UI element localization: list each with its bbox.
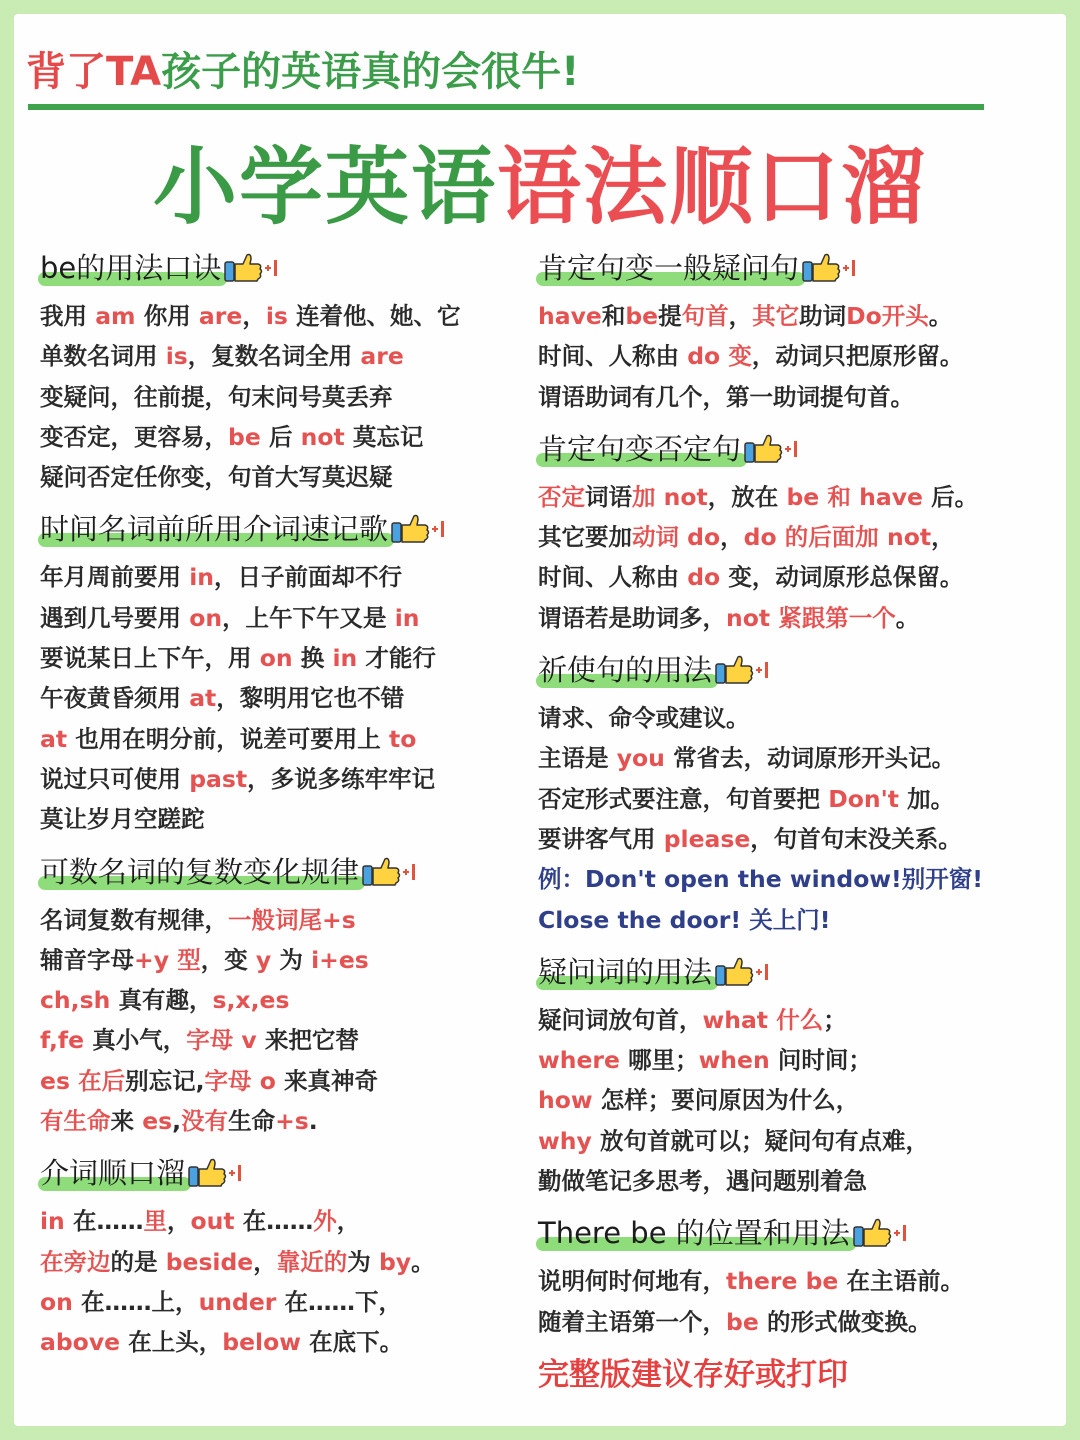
highlight-text: when — [698, 1046, 770, 1075]
highlight-text: not — [300, 422, 345, 451]
highlight-text: in — [394, 603, 420, 632]
section-heading — [40, 507, 448, 551]
rhyme-line — [40, 1201, 520, 1241]
rhyme-line — [538, 598, 1048, 638]
line-text: 说明何时何地有， — [538, 1267, 726, 1296]
line-text: ，黎明用它也不错 — [216, 684, 405, 713]
right-section — [538, 1211, 1048, 1342]
section-title: 肯定句变一般疑问句 — [538, 251, 800, 285]
section-title: 介词顺口溜 — [40, 1156, 186, 1191]
highlight-text: 靠近的 — [276, 1247, 348, 1276]
line-text: 在主语前。 — [838, 1267, 965, 1296]
line-text: 。 — [411, 1247, 435, 1276]
line-text: 否定形式要注意，句首要把 — [538, 784, 829, 813]
rhyme-line — [538, 557, 1048, 597]
thumbs-up-icon — [361, 856, 419, 888]
thumbs-up-icon — [187, 1157, 245, 1189]
section-title: 祈使句的用法 — [538, 653, 713, 688]
line-text: ； — [823, 1005, 847, 1034]
rhyme-line — [40, 557, 520, 597]
line-text: ，放在 — [707, 482, 787, 511]
line-text: 后 — [260, 422, 301, 451]
rhyme-line — [40, 1020, 520, 1060]
thumbs-up-icon — [801, 252, 859, 284]
right-section — [538, 648, 1048, 940]
highlight-text: 一般词尾+s — [228, 905, 356, 934]
section-lines — [538, 1261, 1048, 1342]
rhyme-line — [538, 1040, 1048, 1080]
section-heading — [40, 850, 419, 894]
line-text: 提 — [658, 302, 682, 330]
left-section — [40, 507, 520, 839]
highlight-text: above — [40, 1328, 121, 1357]
main-title-red: 语法顺口溜 — [497, 138, 928, 236]
rhyme-line — [538, 336, 1048, 376]
line-text: 才能行 — [357, 644, 436, 673]
line-text: 在上头， — [120, 1328, 223, 1357]
line-text: 放句首就可以；疑问句有点难， — [591, 1126, 929, 1155]
rhyme-line — [40, 900, 520, 940]
highlight-text: am — [95, 302, 136, 330]
line-text: ， — [728, 302, 753, 330]
rhyme-line — [538, 859, 1048, 899]
highlight-text: y — [255, 945, 272, 974]
line-text: . — [308, 1107, 318, 1136]
rhyme-line — [538, 477, 1048, 517]
thumbs-up-icon — [714, 654, 772, 686]
rhyme-line — [538, 517, 1048, 557]
right-section — [538, 950, 1048, 1201]
highlight-text: be — [228, 422, 261, 451]
rhyme-line — [538, 698, 1048, 738]
line-text: 连着他、她、它 — [287, 302, 461, 330]
highlight-text: at — [40, 724, 68, 753]
line-text: ， — [336, 1207, 361, 1236]
highlight-text: by — [378, 1247, 412, 1276]
section-lines — [538, 296, 1048, 417]
highlight-text: do 的后面加 not — [743, 523, 932, 552]
top-banner-underline — [28, 104, 984, 110]
highlight-text: in — [332, 644, 358, 673]
rhyme-line — [538, 296, 1048, 336]
line-text: 谓语若是助词多， — [538, 603, 726, 632]
line-text: 疑问否定任你变，句首大写莫迟疑 — [40, 463, 393, 492]
line-text: 后。 — [922, 482, 979, 511]
section-heading — [538, 1211, 910, 1255]
section-lines — [538, 1000, 1048, 1201]
line-text: 疑问词放句首， — [538, 1005, 703, 1034]
thumbs-up-icon — [223, 252, 281, 284]
highlight-text: how — [538, 1086, 593, 1115]
rhyme-line — [40, 377, 520, 417]
highlight-text: on — [259, 644, 293, 673]
line-text: 在……上， — [72, 1287, 199, 1316]
line-text: 在…… — [64, 1207, 144, 1236]
poster — [14, 14, 1066, 1426]
top-banner-part-2: 孩子的英语真的会很牛! — [161, 49, 580, 95]
line-text: 我用 — [40, 302, 96, 330]
highlight-text: 没有 — [181, 1107, 229, 1136]
right-section — [538, 427, 1048, 638]
line-text: ， — [166, 1207, 191, 1236]
rhyme-line — [40, 336, 520, 376]
section-heading — [40, 1151, 245, 1195]
line-text: 辅音字母 — [40, 945, 134, 974]
line-text: ，句首句末没关系。 — [750, 824, 962, 853]
line-text: 单数名词用 — [40, 342, 166, 371]
line-text: 在…… — [234, 1207, 314, 1236]
rhyme-line — [40, 719, 520, 759]
rhyme-line — [40, 598, 520, 638]
rhyme-line — [538, 819, 1048, 859]
line-text: 别忘记, — [125, 1066, 205, 1095]
top-banner-text — [26, 44, 982, 100]
line-text: 莫让岁月空蹉跎 — [40, 805, 205, 834]
rhyme-line — [538, 1121, 1048, 1161]
highlight-text: +y 型 — [134, 945, 201, 974]
highlight-text: be — [726, 1307, 759, 1336]
highlight-text: Don't — [828, 784, 899, 813]
right-section — [538, 246, 1048, 417]
line-text: 常省去，动词原形开头记。 — [664, 744, 956, 773]
highlight-text: s,x,es — [212, 986, 290, 1015]
line-text: 在底下。 — [300, 1328, 404, 1357]
line-text: Close the door! 关上门! — [538, 905, 831, 934]
highlight-text: is — [265, 302, 288, 330]
line-text: 。 — [928, 302, 953, 330]
line-text: 的是 — [110, 1247, 166, 1276]
highlight-text: es 在后 — [40, 1066, 126, 1095]
rhyme-line — [538, 779, 1048, 819]
left-column — [40, 246, 520, 1373]
rhyme-line — [538, 738, 1048, 778]
line-text: 主语是 — [538, 744, 617, 773]
highlight-text: beside — [165, 1247, 254, 1276]
left-section — [40, 246, 520, 497]
section-heading — [538, 950, 772, 994]
line-text: 莫忘记 — [344, 422, 424, 451]
line-text: 你用 — [135, 302, 199, 330]
rhyme-line — [40, 678, 520, 718]
line-text: 变，动词原形总保留。 — [720, 563, 964, 592]
highlight-text: on — [189, 603, 223, 632]
highlight-text: be 和 have — [786, 482, 923, 511]
line-text: 哪里； — [619, 1046, 699, 1075]
rhyme-line — [40, 1242, 520, 1282]
highlight-text: why — [538, 1126, 592, 1155]
highlight-text: 外 — [313, 1207, 337, 1236]
line-text: 问时间； — [769, 1046, 872, 1075]
highlight-text: have — [538, 302, 602, 330]
line-text: 为 — [347, 1247, 379, 1276]
highlight-text: 字母 o — [204, 1066, 276, 1095]
highlight-text: 否定 — [538, 482, 585, 511]
line-text: ，复数名词全用 — [187, 342, 361, 371]
rhyme-line — [40, 417, 520, 457]
highlight-text: not 紧跟第一个 — [726, 603, 896, 632]
line-text: 怎样；要问原因为什么， — [592, 1086, 860, 1115]
line-text: 加。 — [899, 784, 955, 813]
line-text: 真小气， — [84, 1026, 187, 1055]
highlight-text: there be — [726, 1267, 839, 1296]
line-text: 年月周前要用 — [40, 563, 190, 592]
line-text: 时间、人称由 — [538, 342, 688, 371]
highlight-text: where — [538, 1046, 620, 1075]
main-title-green: 小学英语 — [152, 138, 497, 236]
section-title: 肯定句变否定句 — [538, 431, 742, 466]
rhyme-line — [40, 296, 520, 336]
line-text: 换 — [292, 644, 333, 673]
rhyme-line — [40, 980, 520, 1020]
rhyme-line — [40, 1061, 520, 1101]
rhyme-line — [538, 1261, 1048, 1301]
line-text: ， — [242, 302, 266, 330]
section-lines — [40, 1201, 520, 1362]
section-title: 时间名词前所用介词速记歌 — [40, 512, 389, 547]
section-heading — [538, 427, 801, 471]
highlight-text: 在旁边 — [40, 1247, 111, 1276]
highlight-text: in — [189, 563, 214, 592]
line-text: ，上午下午又是 — [222, 603, 395, 632]
left-section — [40, 1151, 520, 1362]
rhyme-line — [40, 1101, 520, 1141]
rhyme-line — [538, 377, 1048, 417]
thumbs-up-icon — [743, 433, 801, 465]
line-text: ，多说多练牢牢记 — [247, 764, 436, 793]
line-text: 说过只可使用 — [40, 764, 190, 793]
rhyme-line — [538, 1080, 1048, 1120]
section-heading — [538, 246, 859, 290]
highlight-text: 里 — [143, 1207, 167, 1236]
line-text: ，日子前面却不行 — [213, 563, 402, 592]
highlight-text: i+es — [311, 945, 369, 974]
highlight-text: under — [198, 1287, 277, 1316]
thumbs-up-icon — [714, 956, 772, 988]
footer-note: 完整版建议存好或打印 — [538, 1356, 848, 1393]
rhyme-line — [538, 1302, 1048, 1342]
highlight-text: out — [190, 1207, 235, 1236]
thumbs-up-icon — [852, 1217, 910, 1249]
line-text: 词语 — [585, 482, 632, 511]
highlight-text: what 什么 — [702, 1005, 824, 1034]
section-heading — [40, 246, 281, 290]
rhyme-line — [40, 1322, 520, 1362]
line-text: 午夜黄昏须用 — [40, 684, 190, 713]
highlight-text: ch,sh — [40, 986, 111, 1015]
highlight-text: to — [388, 724, 417, 753]
line-text: , — [172, 1107, 182, 1136]
line-text: 来 — [110, 1107, 143, 1136]
highlight-text: 句首 — [681, 302, 729, 330]
section-title: be的用法口诀 — [40, 251, 222, 285]
section-title: 可数名词的复数变化规律 — [40, 854, 360, 889]
line-text: 例：Don't open the window!别开窗! — [538, 865, 983, 894]
section-lines — [538, 477, 1048, 638]
highlight-text: be — [625, 302, 659, 330]
line-text: ，动词只把原形留。 — [751, 342, 964, 371]
line-text: ，变 — [200, 945, 256, 974]
highlight-text: Do开头 — [846, 302, 929, 330]
highlight-text: you — [616, 744, 665, 773]
line-text: ， — [931, 523, 955, 552]
line-text: 谓语助词有几个，第一助词提句首。 — [538, 382, 914, 411]
line-text: 名词复数有规律， — [40, 905, 228, 934]
left-section — [40, 850, 520, 1142]
right-column — [538, 246, 1048, 1398]
line-text: 随着主语第一个， — [538, 1307, 726, 1336]
highlight-text: below — [222, 1328, 301, 1357]
highlight-text: in — [40, 1207, 65, 1236]
section-title: 疑问词的用法 — [538, 954, 713, 989]
line-text: 遇到几号要用 — [40, 603, 190, 632]
line-text: 要讲客气用 — [538, 824, 664, 853]
line-text: 的形式做变换。 — [758, 1307, 932, 1336]
line-text: 时间、人称由 — [538, 563, 688, 592]
line-text: 也用在明分前，说差可要用上 — [67, 724, 389, 753]
main-title — [14, 132, 1066, 242]
line-text: 来真神奇 — [275, 1066, 379, 1095]
section-title: There be 的位置和用法 — [538, 1216, 850, 1251]
highlight-text: are — [198, 302, 243, 330]
highlight-text: +s — [275, 1107, 309, 1136]
line-text: 。 — [895, 603, 920, 632]
line-text: 请求、命令或建议。 — [538, 704, 750, 733]
highlight-text: is — [165, 342, 188, 371]
line-text: 变疑问，往前提，句末问号莫丢弃 — [40, 382, 393, 411]
rhyme-line — [538, 1161, 1048, 1201]
top-banner-part-1: 背了TA — [26, 49, 162, 95]
highlight-text: f,fe — [40, 1026, 85, 1055]
rhyme-line — [40, 1282, 520, 1322]
rhyme-line — [40, 759, 520, 799]
section-lines — [40, 900, 520, 1142]
highlight-text: 字母 v — [186, 1026, 257, 1055]
rhyme-line — [40, 457, 520, 497]
line-text: ， — [720, 523, 744, 552]
section-lines — [538, 698, 1048, 940]
line-text: 其它要加 — [538, 523, 632, 552]
highlight-text: 有生命 — [40, 1107, 111, 1136]
top-banner — [26, 44, 982, 114]
line-text: 生命 — [228, 1107, 276, 1136]
rhyme-line — [40, 940, 520, 980]
line-text: ， — [253, 1247, 277, 1276]
highlight-text: past — [189, 764, 248, 793]
highlight-text: on — [40, 1287, 73, 1316]
line-text: 变否定，更容易， — [40, 422, 228, 451]
line-text: 要说某日上下午，用 — [40, 644, 260, 673]
rhyme-line — [538, 900, 1048, 940]
highlight-text: es — [142, 1107, 173, 1136]
line-text: 为 — [271, 945, 312, 974]
highlight-text: 加 not — [632, 482, 708, 511]
line-text: 勤做笔记多思考，遇问题别着急 — [538, 1167, 867, 1196]
rhyme-line — [40, 799, 520, 839]
highlight-text: at — [189, 684, 217, 713]
rhyme-line — [538, 1000, 1048, 1040]
section-heading — [538, 648, 772, 692]
thumbs-up-icon — [390, 513, 448, 545]
highlight-text: do 变 — [687, 342, 752, 371]
highlight-text: 其它 — [752, 302, 800, 330]
section-lines — [40, 296, 520, 497]
highlight-text: 动词 do — [632, 523, 721, 552]
line-text: 在……下， — [276, 1287, 403, 1316]
line-text: 真有趣， — [110, 986, 213, 1015]
line-text: 和 — [601, 302, 626, 330]
section-lines — [40, 557, 520, 839]
highlight-text: please — [663, 824, 751, 853]
rhyme-line — [40, 638, 520, 678]
highlight-text: are — [360, 342, 404, 371]
highlight-text: do — [687, 563, 721, 592]
line-text: 来把它替 — [256, 1026, 359, 1055]
line-text: 助词 — [799, 302, 847, 330]
